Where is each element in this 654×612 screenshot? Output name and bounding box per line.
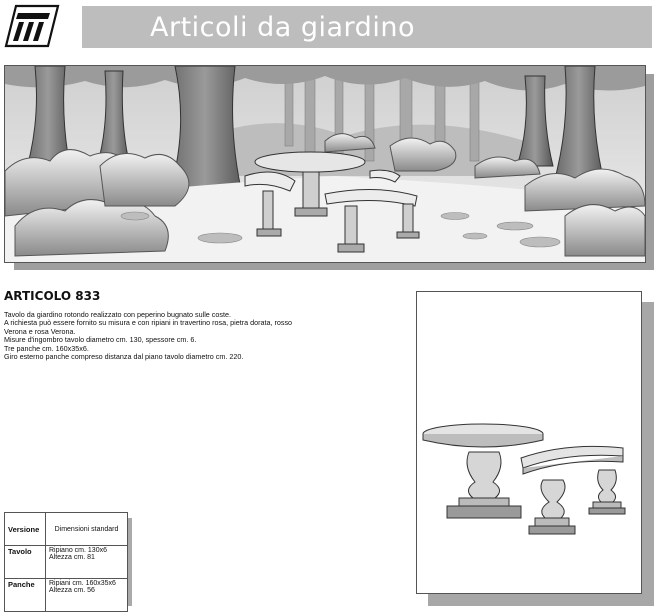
dimension-line: Ripiani cm. 160x35x6 [49,580,116,587]
row-dimensions [46,579,128,612]
description-line: Giro esterno panche compreso distanza dal piano tavolo diametro cm. 220. [4,352,244,362]
article-description [4,311,402,361]
row-dimensions [46,546,128,579]
product-drawing [417,292,641,593]
description-line: Verona e rosa Verona. [4,326,76,336]
dimension-line: Altezza cm. 56 [49,587,95,594]
description-line: Tre panche cm. 160x35x6. [4,343,89,353]
garden-illustration [4,65,646,263]
dimension-line: Ripiano cm. 130x6 [49,547,107,554]
page-title: Articoli da giardino [150,12,415,43]
article-code: ARTICOLO 833 [4,289,101,303]
company-logo-icon [4,4,60,48]
spec-table-header-row [5,513,128,546]
description-line: A richiesta può essere fornito su misura e con ripiani in travertino rosa, pietra dorata, rosso [4,318,293,328]
col-header-version: Versione [5,513,46,546]
dimension-line: Altezza cm. 81 [49,554,95,561]
row-name: Panche [5,579,46,612]
description-line: Tavolo da giardino rotondo realizzato con peperino bugnato sulle coste. [4,310,231,319]
spec-table [4,512,128,612]
table-row [5,579,128,612]
table-row [5,546,128,579]
col-header-dimensions: Dimensioni standard [46,513,128,546]
product-preview [416,291,642,594]
description-line: Misure d'ingombro tavolo diametro cm. 130, spessore cm. 6. [4,335,197,345]
row-name: Tavolo [5,546,46,579]
